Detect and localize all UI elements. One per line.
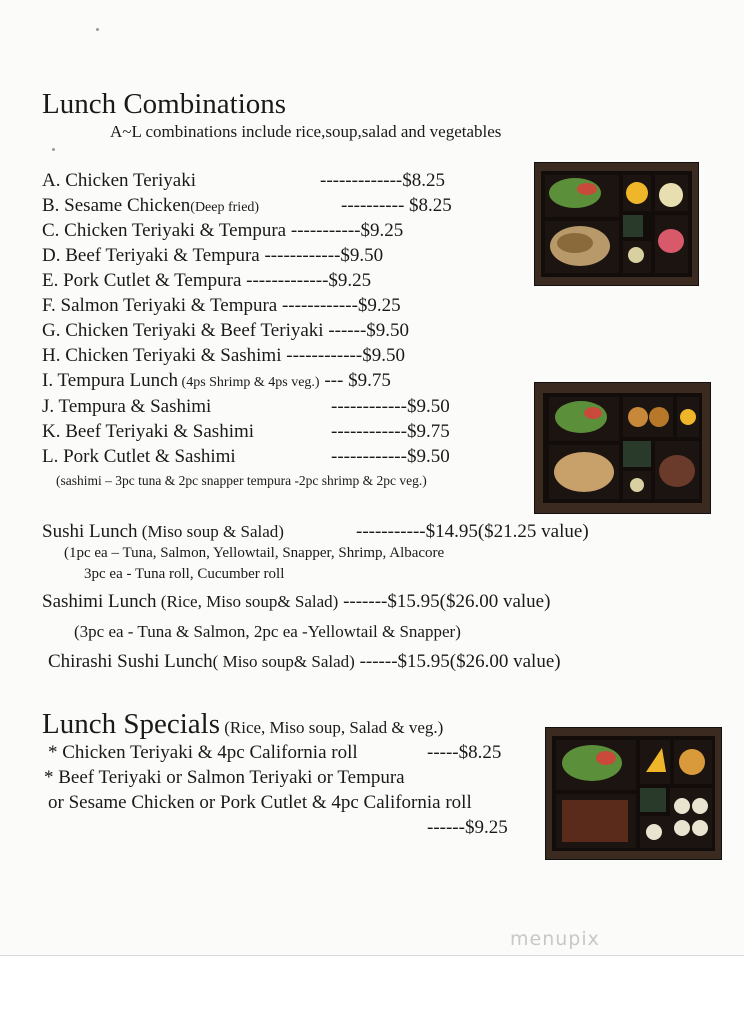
sashimi-lunch [42,591,550,613]
item-dashes: ------ [354,651,398,672]
item-name: E. Pork Cutlet & Tempura [42,270,242,291]
item-note: (4ps Shrimp & 4ps veg.) [178,375,320,390]
combo-item-c [42,220,403,242]
item-price: $9.75 [406,421,450,442]
combo-item-j [42,396,211,418]
sushi-lunch [42,521,284,543]
scan-speck [96,28,99,31]
special-item-2-price [427,817,508,839]
item-dashes: ---------- [341,195,405,216]
item-name: J. Tempura & Sashimi [42,396,212,417]
item-name: L. Pork Cutlet & Sashimi [42,446,236,467]
item-dashes: ------------ [277,295,358,316]
item-dashes: ------- [338,591,388,612]
special-item-2-line-1: * Beef Teriyaki or Salmon Teriyaki or Tempura [44,767,405,788]
item-price: $9.50 [362,345,405,366]
combo-item-j-price [331,396,450,418]
combo-item-g [42,320,409,342]
item-name: F. Salmon Teriyaki & Tempura [42,295,278,316]
scan-speck [52,148,55,151]
item-dashes: --- [319,370,349,391]
combo-item-e [42,270,371,292]
item-note: (Deep fried) [190,200,260,215]
item-price: $15.95($26.00 value) [397,651,561,672]
item-dashes: ----- [427,742,459,763]
section-title-lunch-specials [42,708,443,741]
combo-item-a-price [320,170,445,192]
item-price: $9.50 [406,396,450,417]
combo-item-l-price [331,446,450,468]
item-dashes: ------------ [331,396,407,417]
watermark: menupix [510,928,600,950]
item-dashes: ----------- [286,220,361,241]
lunch-specials-title: Lunch Specials [42,708,220,740]
section-subtitle: A~L combinations include rice,soup,salad and vegetables [110,122,502,141]
item-dashes: ----------- [356,521,426,542]
bento-photo-2 [534,382,711,514]
item-price: $9.25 [464,817,508,838]
combo-item-f [42,295,401,317]
item-price: $9.50 [340,245,384,266]
item-dashes: ------ [427,817,465,838]
bento-photo-3-image [546,728,721,859]
item-dashes: ------------- [241,270,329,291]
sashimi-lunch-detail: (3pc ea - Tuna & Salmon, 2pc ea -Yellowtail & Snapper) [74,622,461,641]
item-price: $9.25 [360,220,404,241]
item-price: $8.25 [402,170,446,191]
item-name: Sushi Lunch [42,521,138,542]
item-dashes: ------------ [281,345,363,366]
combo-item-l [42,446,236,468]
item-price: $8.25 [404,195,452,216]
combo-item-k [42,421,254,443]
lunch-specials-note: (Rice, Miso soup, Salad & veg.) [219,718,444,737]
sushi-lunch-price [356,521,589,543]
item-price: $9.25 [328,270,372,291]
item-price: $9.50 [366,320,410,341]
item-dashes: ------------ [331,446,407,467]
section-title-lunch-combinations: Lunch Combinations [42,88,287,120]
combo-footnote: (sashimi – 3pc tuna & 2pc snapper tempura -2pc shrimp & 2pc veg.) [56,473,427,488]
sushi-lunch-detail-2: 3pc ea - Tuna roll, Cucumber roll [84,566,285,582]
bento-photo-3 [545,727,722,860]
combo-item-b-price [341,195,452,217]
item-name: D. Beef Teriyaki & Tempura [42,245,260,266]
item-name: H. Chicken Teriyaki & Sashimi [42,345,282,366]
item-name: Chirashi Sushi Lunch [48,651,213,672]
sushi-lunch-detail-1: (1pc ea – Tuna, Salmon, Yellowtail, Snapper, Shrimp, Albacore [64,545,445,561]
combo-item-b [42,195,259,217]
item-name: G. Chicken Teriyaki & Beef Teriyaki [42,320,324,341]
item-price: $8.25 [458,742,502,763]
bento-photo-2-image [535,383,710,513]
item-dashes: ------ [323,320,367,341]
item-note: ( Miso soup& Salad) [212,652,355,671]
combo-item-h [42,345,405,367]
item-price: $9.25 [357,295,401,316]
page-bottom-margin [0,955,744,1024]
item-dashes: ------------- [320,170,403,191]
bento-photo-1 [534,162,699,286]
item-price: $14.95($21.25 value) [425,521,589,542]
item-name: * Chicken Teriyaki & 4pc California roll [48,742,358,763]
bento-photo-1-image [535,163,698,285]
combo-item-a [42,170,196,192]
item-name: K. Beef Teriyaki & Sashimi [42,421,255,442]
item-name: B. Sesame Chicken [42,195,191,216]
item-name: Sashimi Lunch [42,591,157,612]
item-price: $15.95($26.00 value) [387,591,551,612]
item-note: (Miso soup & Salad) [137,522,284,541]
special-item-1-price [427,742,501,764]
item-price: $9.50 [406,446,450,467]
item-name: C. Chicken Teriyaki & Tempura [42,220,287,241]
item-price: $9.75 [348,370,391,391]
special-item-2-line-2: or Sesame Chicken or Pork Cutlet & 4pc California roll [48,792,472,813]
item-name: I. Tempura Lunch [42,370,179,391]
item-note: (Rice, Miso soup& Salad) [156,592,339,611]
combo-item-k-price [331,421,450,443]
chirashi-lunch [48,651,561,673]
item-dashes: ------------ [331,421,407,442]
item-dashes: ------------ [259,245,341,266]
item-name: A. Chicken Teriyaki [42,170,196,191]
combo-item-d [42,245,383,267]
combo-item-i [42,370,391,392]
special-item-1 [48,742,358,764]
